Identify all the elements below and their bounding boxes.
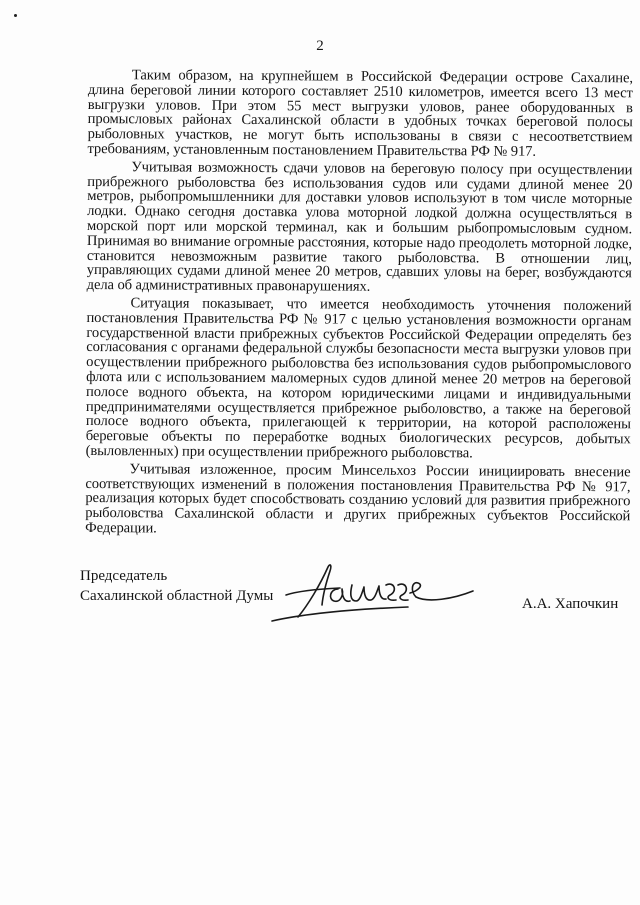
paragraph-4: Учитывая изложенное, просим Минсельхоз России инициировать внесение соответствующих изменений в положения постановления Правительства РФ № 917, реализация которых будет способствовать созданию условий для развития прибрежного рыболовства Сахалинской области и других прибрежных субъектов Российской Федерации. [85,460,631,537]
paragraph-2: Учитывая возможность сдачи уловов на береговую полосу при осуществлении прибрежного рыболовства без использования судов или судами длиной менее 20 метров, рыбопромышленники для доставки уловов используют в том числе моторные лодки. Однако сегодня доставка улова моторной лодкой должна осуществляться в морской порт или морской терминал, как и большим рыбопромысловым судном. Принимая во внимание огромные расстояния, которые надо преодолеть моторной лодке, становится невозможным развитие такого рыболовства. В отношении лиц, управляющих судами длиной менее 20 метров, сдавших уловы на берег, возбуждаются дела об административных правонарушениях. [86,159,633,295]
paragraph-3: Ситуация показывает, что имеется необходимость уточнения положений постановления Правительства РФ № 917 с целью установления возможности органам государственной власти прибрежных субъектов Российской Федерации определять без согласования с органами федеральной службы безопасности места выгрузки уловов при осуществлении прибрежного рыболовства без использования судов рыбопромыслового флота или с использованием маломерных судов длиной менее 20 метров на береговой полосе водного объекта, на котором юридическими лицами и индивидуальными предпринимателями осуществляется прибрежное рыболовство, а также на береговой полосе водного объекта, прилегающей к территории, на которой расположены береговые объекты по переработке водных биологических ресурсов, добытых (выловленных) при осуществлении прибрежного рыболовства. [85,295,632,462]
paragraph-1: Таким образом, на крупнейшем в Российской Федерации острове Сахалине, длина береговой линии которого составляет 2510 километров, имеется всего 13 мест выгрузки уловов. При этом 55 мест выгрузки уловов, ранее оборудованных в промысловых районах Сахалинской области в удобных точках береговой полосы рыболовных участков, не могут быть использованы в связи с несоответствием требованиям, установленным постановлением Правительства РФ № 917. [87,67,633,160]
scan-mark [14,14,17,17]
letter-body [85,68,633,542]
page-number: 2 [316,38,324,54]
signatory-title-line-2: Сахалинской областной Думы [80,588,274,604]
signatory-title [80,566,273,606]
signatory-title-line-1: Председатель [80,568,168,584]
signer-name: А.А. Хапочкин [522,596,619,612]
handwritten-signature [268,555,478,625]
